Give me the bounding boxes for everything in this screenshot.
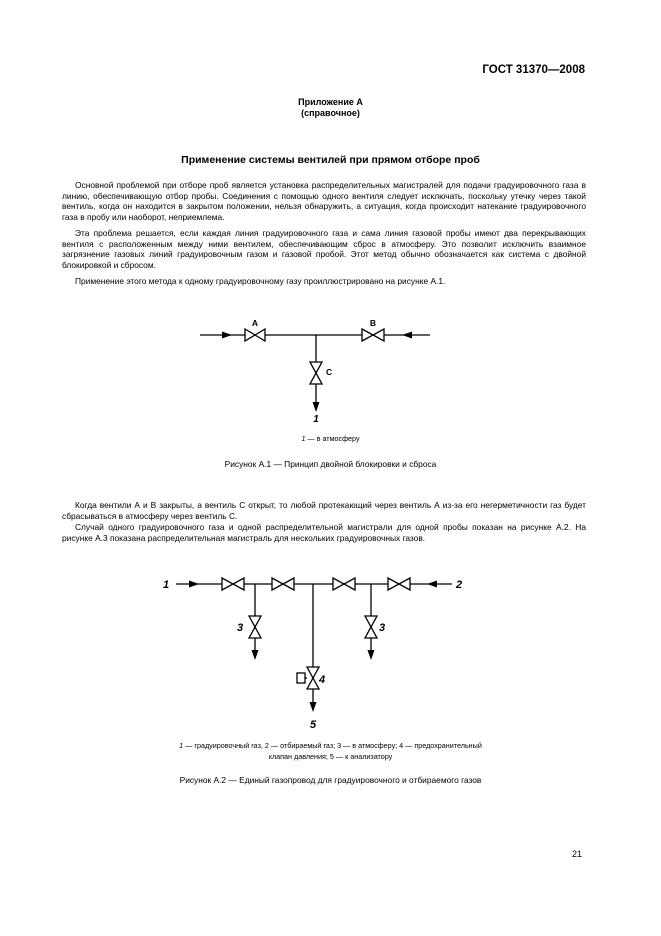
inlet-2-label: 2	[456, 579, 463, 591]
outlet-1-label: 1	[313, 414, 319, 425]
vent-valve-right-icon	[365, 616, 377, 638]
figure-a1-diagram	[0, 300, 661, 450]
paragraph-4: Когда вентили А и В закрыты, а вентиль С открыт, то любой протекающий через вентиль А из-за его негерметичности газ будет сбрасываться в атмосферу через вентиль С.	[62, 500, 586, 521]
figure-a2-caption: Рисунок А.2 — Единый газопровод для градуировочного и отбираемого газов	[179, 775, 482, 785]
annex-title: Приложение А	[298, 97, 363, 107]
legend-text: — градуировочный газ, 2 — отбираемый газ; 3 — в атмосферу; 4 — предохранительный	[185, 741, 482, 750]
valve-a-icon	[245, 329, 265, 341]
valve-c-icon	[310, 362, 322, 384]
page-number: 21	[572, 849, 583, 859]
vent-valve-left-icon	[249, 616, 261, 638]
valve-b-label: B	[369, 318, 377, 328]
legend-num: 1	[301, 434, 306, 443]
figure-a2-legend-line1	[0, 741, 661, 751]
paragraph-1: Основной проблемой при отборе проб является установка распределительных магистралей для подачи градуировочного газа в линию, обеспечивающую отбор пробы. Соединения с помощью одного вентиля следует исключать, поскольку утечку через такой вентиль, когда он находится в закрытом положении, нельзя обнаружить, а ситуация, когда происходит натекание градуировочного газа в пробу или наоборот, неприемлема.	[62, 180, 586, 223]
figure-a1-legend	[0, 434, 661, 444]
paragraph-2: Эта проблема решается, если каждая линия градуировочного газа и сама линия газовой пробы имеют два перекрывающих вентиля с расположенным между ними вентилем, обеспечивающим сброс в атмосферу. Это позволит исключить взаимное загрязнение газовых линий градуировочным газом и газовой пробой. Этот метод обычно обозначается как система с двойной блокировкой и сбросом.	[62, 228, 586, 271]
valve-c-label: C	[326, 367, 333, 377]
legend-text: — в атмосферу	[305, 434, 360, 443]
vent-left-label: 3	[237, 622, 244, 634]
arrow-down-icon	[368, 650, 375, 660]
arrow-right-icon	[222, 332, 232, 339]
annex-kind: (справочное)	[301, 108, 360, 118]
outlet-5-label: 5	[309, 719, 317, 731]
inlet-1-label: 1	[163, 579, 170, 591]
figure-a2-diagram	[0, 565, 661, 745]
standard-number: ГОСТ 31370—2008	[482, 64, 585, 76]
valve-3-icon	[333, 578, 355, 590]
arrow-left-icon	[427, 581, 437, 588]
valve-4-icon	[388, 578, 410, 590]
arrow-down-icon	[313, 402, 320, 412]
figure-a1-caption: Рисунок А.1 — Принцип двойной блокировки и сброса	[224, 459, 437, 469]
paragraph-3: Применение этого метода к одному градуировочному газу проиллюстрировано на рисунке А.1.	[75, 276, 446, 286]
relief-valve-icon	[307, 667, 319, 689]
valve-a-label: A	[251, 318, 259, 328]
section-title: Применение системы вентилей при прямом отборе проб	[181, 154, 480, 166]
valve-1-icon	[222, 578, 244, 590]
relief-valve-box-icon	[297, 673, 305, 683]
legend-num: 1	[179, 741, 184, 750]
arrow-right-icon	[189, 581, 199, 588]
relief-label: 4	[319, 674, 326, 686]
valve-b-icon	[362, 329, 384, 341]
paragraph-5: Случай одного градуировочного газа и одной распределительной магистрали для одной пробы показан на рисунке А.2. На рисунке А.3 показана распределительная магистраль для нескольких градуировочных газов.	[62, 522, 586, 543]
vent-right-label: 3	[379, 622, 386, 634]
arrow-left-icon	[402, 332, 412, 339]
arrow-down-icon	[252, 650, 259, 660]
figure-a2-legend-line2: клапан давления; 5 — к анализатору	[268, 752, 393, 761]
arrow-down-icon	[310, 702, 317, 712]
valve-2-icon	[272, 578, 294, 590]
